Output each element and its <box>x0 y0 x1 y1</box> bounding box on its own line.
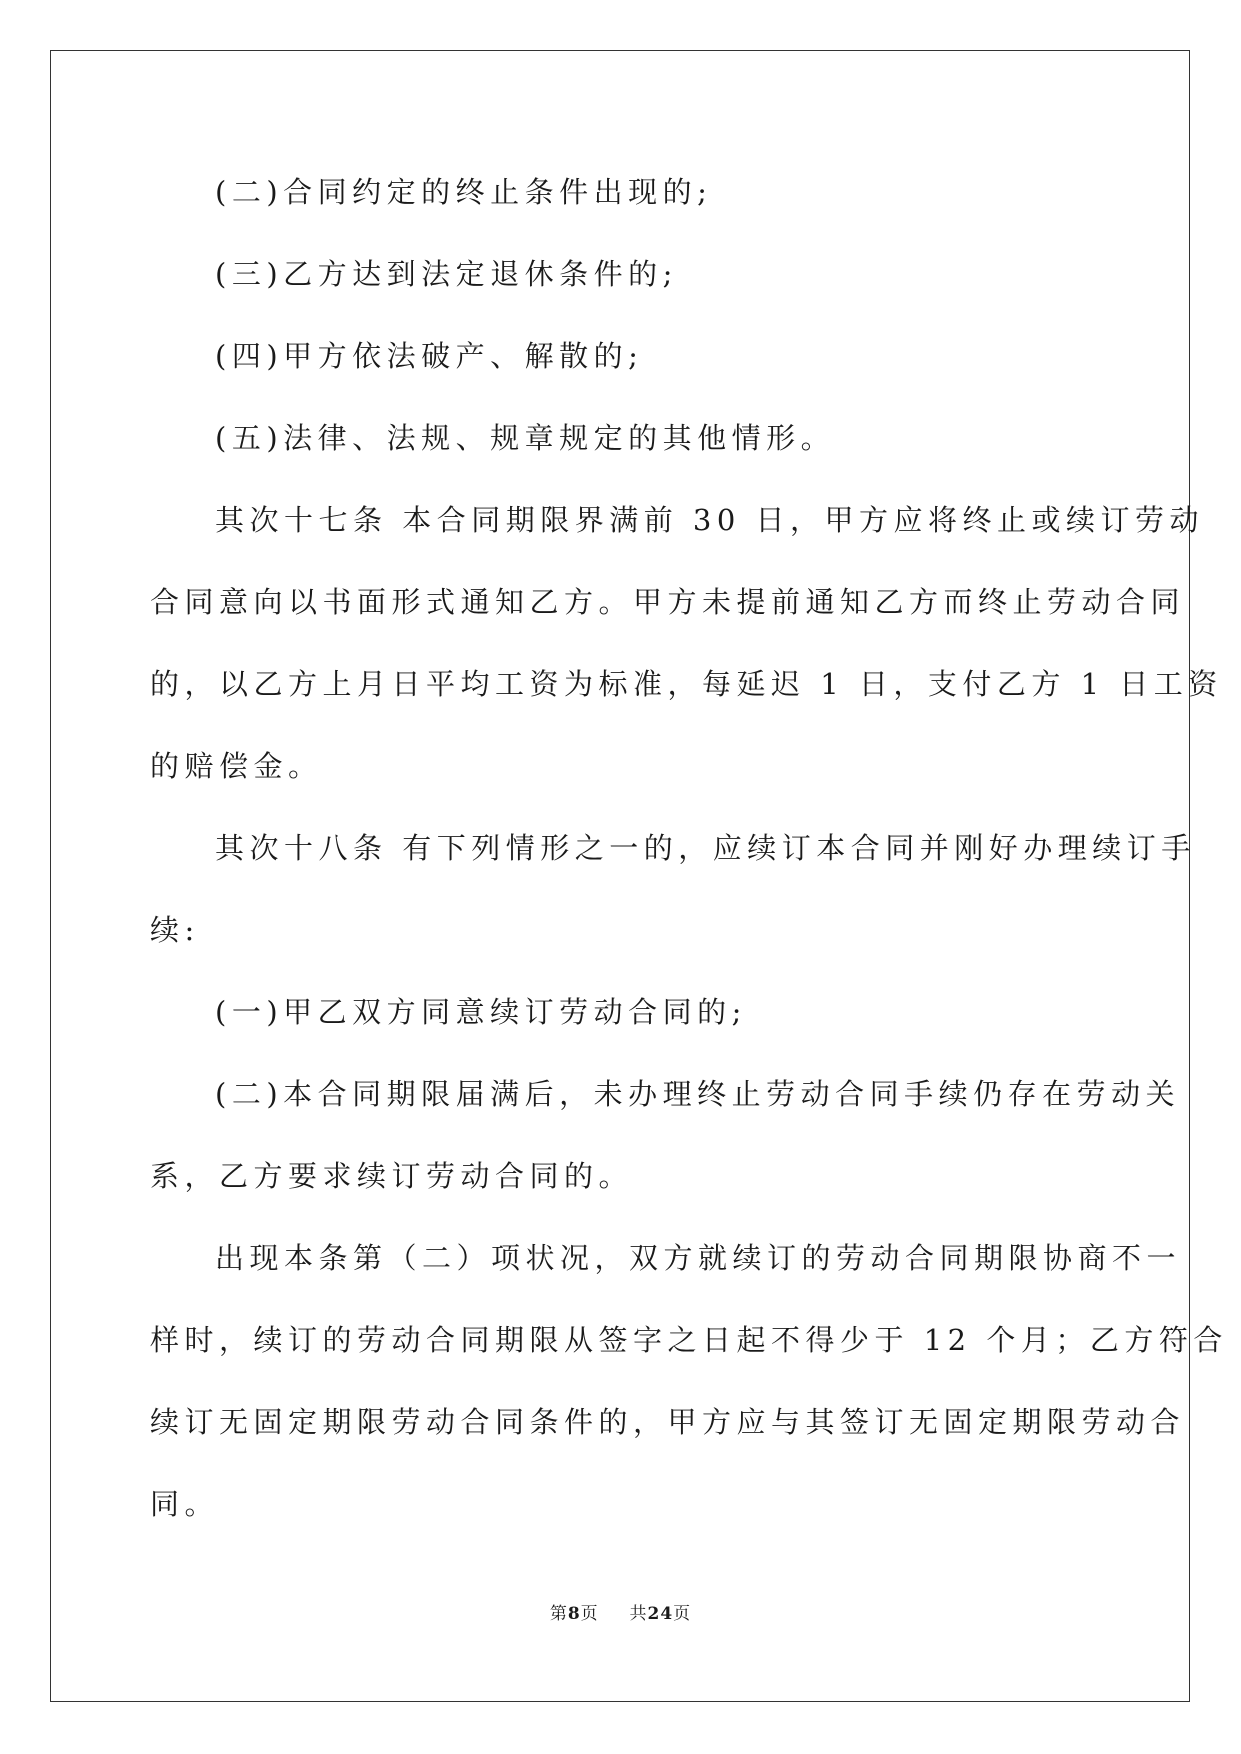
article-27-line-2: 合同意向以书面形式通知乙方。甲方未提前通知乙方而终止劳动合同 <box>150 585 1186 619</box>
renewal-term-line-1: 出现本条第（二）项状况，双方就续订的劳动合同期限协商不一 <box>215 1241 1182 1275</box>
total-suffix: 页 <box>673 1604 692 1624</box>
page-suffix: 页 <box>580 1604 599 1624</box>
article-28-line-1: 其次十八条 有下列情形之一的，应续订本合同并刚好办理续订手 <box>215 831 1196 865</box>
article-27-line-1: 其次十七条 本合同期限界满前 30 日，甲方应将终止或续订劳动 <box>215 503 1205 537</box>
renewal-item-1: (一)甲乙双方同意续订劳动合同的; <box>215 995 747 1029</box>
article-27-line-4: 的赔偿金。 <box>150 749 323 783</box>
renewal-term-line-4: 同。 <box>150 1487 220 1521</box>
renewal-term-line-2: 样时，续订的劳动合同期限从签字之日起不得少于 12 个月；乙方符合 <box>150 1323 1228 1357</box>
renewal-term-line-3: 续订无固定期限劳动合同条件的，甲方应与其签订无固定期限劳动合 <box>150 1405 1186 1439</box>
list-item-5: (五)法律、法规、规章规定的其他情形。 <box>215 421 836 455</box>
renewal-item-2-line-2: 系，乙方要求续订劳动合同的。 <box>150 1159 634 1193</box>
total-prefix: 共 <box>629 1604 648 1624</box>
renewal-item-2-line-1: (二)本合同期限届满后，未办理终止劳动合同手续仍存在劳动关 <box>215 1077 1181 1111</box>
article-28-line-2: 续: <box>150 913 200 947</box>
page-footer <box>0 1603 1241 1625</box>
total-pages-label <box>629 1604 691 1624</box>
article-27-line-3: 的，以乙方上月日平均工资为标准，每延迟 1 日，支付乙方 1 日工资 <box>150 667 1223 701</box>
list-item-4: (四)甲方依法破产、解散的; <box>215 339 644 373</box>
page-prefix: 第 <box>549 1604 568 1624</box>
total-page-count: 24 <box>647 1604 674 1624</box>
page-border <box>50 50 1190 1702</box>
page-number-label <box>550 1604 605 1624</box>
list-item-3: (三)乙方达到法定退休条件的; <box>215 257 678 291</box>
current-page-number: 8 <box>567 1604 581 1624</box>
list-item-2: (二)合同约定的终止条件出现的; <box>215 175 713 209</box>
